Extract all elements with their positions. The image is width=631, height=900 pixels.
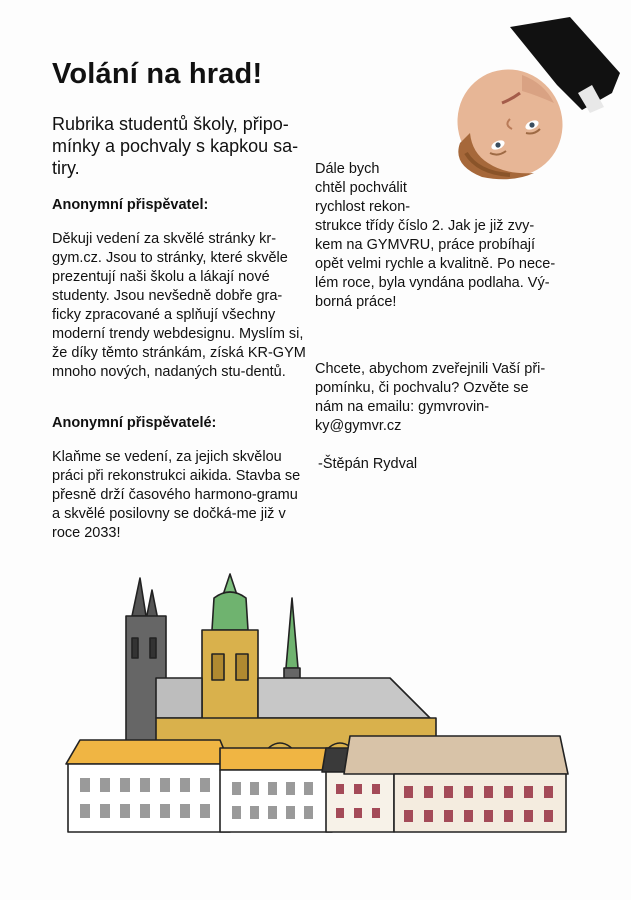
left-text-2 bbox=[52, 448, 308, 543]
contributor-heading: Anonymní přispěvatel: bbox=[52, 197, 209, 213]
contributors-heading: Anonymní přispěvatelé: bbox=[52, 415, 217, 431]
signature-block bbox=[318, 455, 563, 474]
contribution-text-2: Klaňme se vedení, za jejich skvělou práci při rekonstrukci aikida. Stavba se přesně drží časového harmono-gramu a skvělé posilovny se dočká-me již v roce 2033! bbox=[52, 449, 301, 541]
prague-castle-illustration bbox=[60, 568, 570, 840]
praise-line-1: Dále bych bbox=[315, 161, 380, 177]
contribution-text: Děkuji vedení za skvělé stránky kr-gym.cz. Jsou to stránky, které skvěle prezentují naši školu a lákají nové studenty. Jsou nevšedně dobře gra-ficky zpracované a splňují všechny moderní trendy webdesignu. Myslím si, že díky těmto stránkám, získá KR-GYM mnoho nových, nadaných stu-dentů. bbox=[52, 231, 306, 380]
invitation-text: Chcete, abychom zveřejnili Vaší při-pomínku, či pochvalu? Ozvěte se nám na emailu: gymvrovin-ky@gymvr.cz bbox=[315, 361, 546, 434]
right-text-2 bbox=[315, 360, 560, 436]
praise-text: strukce třídy číslo 2. Jak je již zvy-kem na GYMVRU, práce probíhají opět velmi rychle a kvalitně. Po nece-lém roce, byla vyndána podlaha. Vý-borná práce! bbox=[315, 218, 556, 310]
left-heading-1 bbox=[52, 196, 308, 215]
right-text-1 bbox=[315, 160, 560, 312]
left-heading-2 bbox=[52, 414, 308, 433]
page-subtitle: Rubrika studentů školy, připo-mínky a pochvaly s kapkou sa-tiry. bbox=[52, 114, 299, 178]
signature: -Štěpán Rydval bbox=[318, 456, 418, 472]
upside-down-face-photo bbox=[452, 15, 620, 180]
praise-line-3: rychlost rekon- bbox=[315, 199, 411, 215]
praise-line-2: chtěl pochválit bbox=[315, 180, 407, 196]
left-text-1 bbox=[52, 230, 308, 382]
page-title: Volání na hrad! bbox=[52, 58, 263, 90]
